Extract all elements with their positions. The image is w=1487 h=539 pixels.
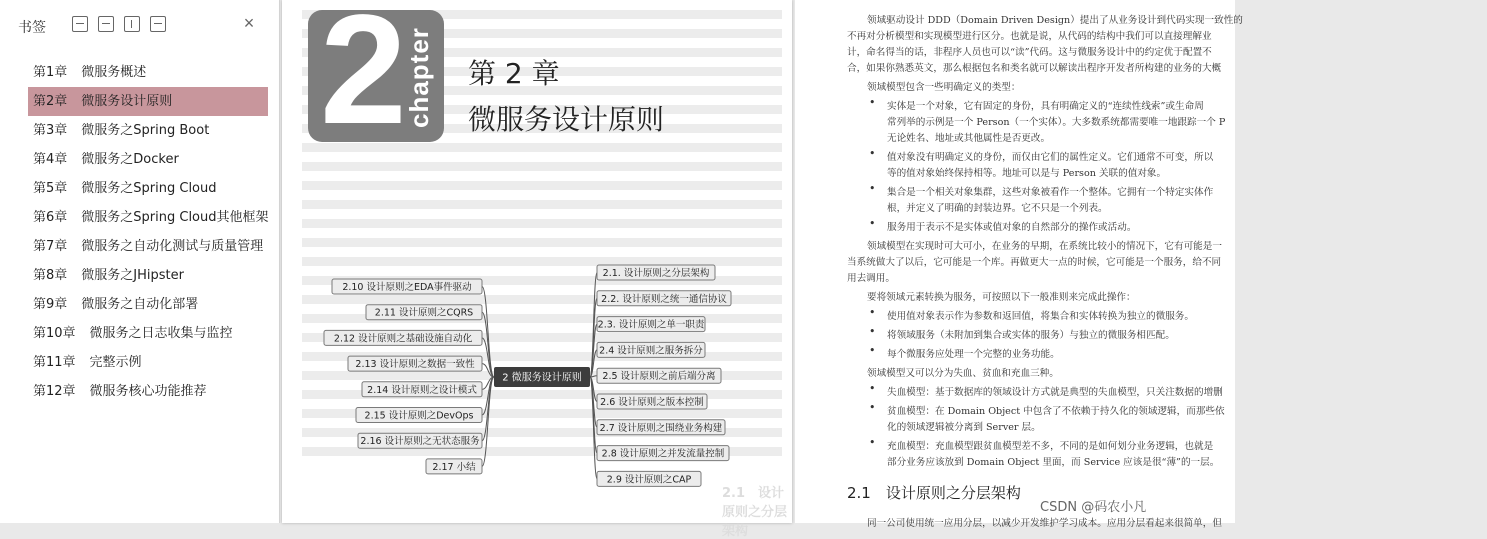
mindmap-node-right-0-label: 2.1. 设计原则之分层架构 (602, 268, 710, 279)
mindmap-node-left-3-label: 2.13 设计原则之数据一致性 (355, 359, 475, 371)
bullet-icon: • (869, 382, 876, 395)
sidebar-item-number: 第8章 (33, 268, 68, 283)
bullet-icon: • (869, 182, 876, 195)
sidebar-item-label: 微服务核心功能推荐 (89, 384, 207, 399)
mindmap-node-right-6 (597, 420, 725, 435)
text-line: 不再对分析模型和实现模型进行区分。也就是说，从代码的结构中我们可以直接理解业 (847, 31, 1212, 42)
text-line: 每个微服务应处理一个完整的业务功能。 (887, 349, 1060, 360)
text-line: 常列举的示例是一个 Person（一个实体）。大多数系统都需要唯一地跟踪一个 P (887, 117, 1226, 128)
sidebar-item-label: 微服务之自动化测试与质量管理 (81, 239, 264, 254)
text-line: 根，并定义了明确的封装边界。它不只是一个列表。 (887, 203, 1108, 214)
mindmap-node-left-4 (362, 382, 482, 397)
expand-all-icon[interactable] (72, 16, 88, 32)
text-line: 实体是一个对象，它有固定的身份，具有明确定义的“连续性线索”或生命周 (887, 101, 1204, 112)
mindmap-node-left-6 (358, 433, 482, 448)
bookmark-options-icon[interactable] (150, 16, 166, 32)
sidebar-item-label: 微服务设计原则 (81, 94, 173, 109)
sidebar-item-label: 微服务之日志收集与监控 (89, 326, 233, 341)
text-line: 将领域服务（未附加到集合或实体的服务）与独立的微服务相匹配。 (887, 330, 1175, 341)
sidebar-item-label: 微服务之Spring Boot (81, 123, 210, 138)
text-line: 贫血模型：在 Domain Object 中包含了不依赖于持久化的领域逻辑，而那些依 (887, 406, 1225, 417)
sidebar-item-12[interactable] (28, 377, 268, 406)
text-line: 化的领域逻辑被分离到 Server 层。 (887, 422, 1041, 433)
sidebar-item-5[interactable] (28, 174, 268, 203)
text-line: 计，命名得当的话，非程序人员也可以“读”代码。这与微服务设计中的约定优于配置不 (847, 47, 1212, 58)
sidebar-item-label: 微服务之Docker (81, 152, 179, 167)
bullet-icon: • (869, 436, 876, 449)
mindmap-node-right-5-label: 2.6 设计原则之版本控制 (600, 397, 704, 408)
pdf-page-left (282, 0, 792, 539)
bullet-icon: • (869, 306, 876, 319)
watermark: CSDN @码农小凡 (1040, 500, 1147, 515)
text-line: 领域模型又可以分为失血、贫血和充血三种。 (867, 368, 1059, 379)
mindmap-node-left-3 (348, 356, 482, 371)
pdf-page-right (795, 0, 1243, 529)
mindmap-node-right-4 (597, 368, 721, 383)
faint-section-heading: 2.1 设计原则之分层架构 (722, 486, 788, 539)
mindmap-node-right-2-label: 2.3. 设计原则之单一职责 (597, 319, 705, 331)
mindmap-node-left-4-label: 2.14 设计原则之设计模式 (367, 384, 477, 396)
sidebar-item-7[interactable] (28, 232, 268, 261)
bullet-icon: • (869, 217, 876, 230)
text-line: 等的值对象始终保持相等。地址可以是与 Person 关联的值对象。 (887, 168, 1167, 179)
sidebar-item-6[interactable] (28, 203, 268, 232)
sidebar-item-number: 第11章 (33, 355, 76, 370)
bullet-icon: • (869, 96, 876, 109)
sidebar-item-11[interactable] (28, 348, 268, 377)
sidebar-item-label: 微服务之Spring Cloud其他框架 (81, 210, 269, 225)
sidebar-item-1[interactable] (28, 58, 268, 87)
mindmap-node-right-1 (597, 291, 731, 306)
text-line: 部分业务应该放到 Domain Object 里面，而 Service 应该是很“薄”的一层。 (887, 457, 1220, 468)
sidebar-item-number: 第5章 (33, 181, 68, 196)
chapter-title: 微服务设计原则 (468, 103, 665, 136)
mindmap-link-left-6 (482, 377, 494, 441)
bookmark-header (0, 0, 280, 50)
mindmap-node-left-2 (324, 330, 482, 345)
sidebar-item-10[interactable] (28, 319, 268, 348)
bullet-icon: • (869, 147, 876, 160)
mindmap-center-node-label: 2 微服务设计原则 (502, 372, 582, 384)
mindmap-node-right-4-label: 2.5 设计原则之前后端分离 (602, 371, 716, 383)
mindmap-link-left-7 (482, 377, 494, 466)
text-line: 同一公司使用统一应用分层，以减少开发维护学习成本。应用分层看起来很简单，但 (867, 518, 1222, 529)
mindmap-node-left-5 (356, 408, 482, 423)
sidebar-item-number: 第3章 (33, 123, 68, 138)
sidebar-item-9[interactable] (28, 290, 268, 319)
mindmap-diagram (282, 0, 792, 523)
sidebar-item-2[interactable] (28, 87, 268, 116)
sidebar-item-number: 第7章 (33, 239, 68, 254)
sidebar-item-label: 微服务之Spring Cloud (81, 181, 217, 196)
sidebar-item-4[interactable] (28, 145, 268, 174)
bookmark-list (28, 58, 268, 406)
bullet-icon: • (869, 344, 876, 357)
text-line: 集合是一个相关对象集群，这些对象被看作一个整体。它拥有一个特定实体作 (887, 187, 1214, 198)
sidebar-item-number: 第6章 (33, 210, 68, 225)
text-line: 值对象没有明确定义的身份，而仅由它们的属性定义。它们通常不可变，所以 (887, 152, 1214, 163)
sidebar-item-number: 第4章 (33, 152, 68, 167)
chapter-number: 第 2 章 (468, 57, 560, 90)
mindmap-center-node (494, 367, 590, 387)
chapter-badge-word: chapter (404, 27, 434, 128)
sidebar-item-number: 第12章 (33, 384, 76, 399)
add-bookmark-icon[interactable] (124, 16, 140, 32)
mindmap-node-right-3-label: 2.4 设计原则之服务拆分 (599, 345, 703, 357)
text-line: 充血模型：充血模型跟贫血模型差不多，不同的是如何划分业务逻辑，也就是 (887, 441, 1214, 452)
sidebar-item-label: 微服务概述 (81, 65, 147, 80)
mindmap-node-left-0 (332, 279, 482, 294)
mindmap-node-right-0 (597, 265, 715, 280)
mindmap-node-left-7 (426, 459, 482, 474)
mindmap-node-right-6-label: 2.7 设计原则之围绕业务构建 (599, 422, 723, 434)
text-line: 合，如果你熟悉英文，那么根据包名和类名就可以解读出程序开发者所构建的业务的大概 (847, 63, 1222, 74)
bullet-icon: • (869, 325, 876, 338)
text-line: 使用值对象表示作为参数和返回值，将集合和实体转换为独立的微服务。 (887, 311, 1194, 322)
collapse-all-icon[interactable] (98, 16, 114, 32)
mindmap-node-right-7 (597, 446, 729, 461)
section-heading: 2.1 设计原则之分层架构 (847, 484, 1021, 502)
mindmap-node-left-0-label: 2.10 设计原则之EDA事件驱动 (342, 282, 472, 293)
sidebar-item-8[interactable] (28, 261, 268, 290)
mindmap-node-left-2-label: 2.12 设计原则之基础设施自动化 (333, 333, 473, 345)
text-line: 当系统做大了以后，它可能是一个库。再做更大一点的时候，它可能是一个服务，给不同 (847, 257, 1222, 268)
sidebar-item-label: 微服务之JHipster (81, 268, 184, 283)
sidebar-item-number: 第10章 (33, 326, 76, 341)
mindmap-node-right-2 (597, 317, 705, 332)
mindmap-node-left-1 (366, 305, 482, 320)
mindmap-node-right-5 (597, 394, 707, 409)
mindmap-node-right-3 (597, 342, 705, 357)
close-icon[interactable]: × (243, 13, 255, 33)
text-line: 领域驱动设计 DDD（Domain Driven Design）提出了从业务设计到代码实现一致性的 (867, 15, 1243, 26)
text-line: 领域模型在实现时可大可小，在业务的早期，在系统比较小的情况下，它有可能是一 (867, 241, 1222, 252)
sidebar-item-label: 微服务之自动化部署 (81, 297, 199, 312)
text-line: 要将领域元素转换为服务，可按照以下一般准则来完成此操作： (867, 292, 1136, 303)
sidebar-item-number: 第2章 (33, 94, 68, 109)
mindmap-node-right-8-label: 2.9 设计原则之CAP (606, 474, 692, 486)
bookmark-title: 书签 (18, 20, 46, 36)
bookmark-sidebar (0, 0, 280, 523)
mindmap-node-right-1-label: 2.2. 设计原则之统一通信协议 (601, 293, 727, 305)
sidebar-item-3[interactable] (28, 116, 268, 145)
sidebar-item-label: 完整示例 (89, 355, 142, 370)
mindmap-node-left-7-label: 2.17 小结 (432, 461, 476, 473)
mindmap-link-left-1 (482, 312, 494, 377)
text-line: 用去调用。 (847, 273, 895, 284)
sidebar-item-number: 第1章 (33, 65, 68, 80)
mindmap-node-right-8 (597, 471, 701, 486)
mindmap-node-right-7-label: 2.8 设计原则之并发流量控制 (601, 448, 725, 460)
mindmap-node-left-5-label: 2.15 设计原则之DevOps (364, 410, 474, 422)
mindmap-link-left-0 (482, 287, 494, 378)
text-line: 领域模型包含一些明确定义的类型： (867, 82, 1021, 93)
sidebar-item-number: 第9章 (33, 297, 68, 312)
mindmap-node-left-1-label: 2.11 设计原则之CQRS (374, 307, 474, 319)
chapter-badge-number: 2 (320, 0, 407, 157)
text-line: 服务用于表示不是实体或值对象的自然部分的操作或活动。 (887, 222, 1137, 233)
text-line: 失血模型：基于数据库的领域设计方式就是典型的失血模型，只关注数据的增删 (887, 387, 1223, 398)
mindmap-node-left-6-label: 2.16 设计原则之无状态服务 (360, 436, 480, 448)
bullet-icon: • (869, 401, 876, 414)
bookmark-toolbar (72, 16, 166, 32)
text-line: 无论姓名、地址或其他属性是否更改。 (887, 133, 1051, 144)
